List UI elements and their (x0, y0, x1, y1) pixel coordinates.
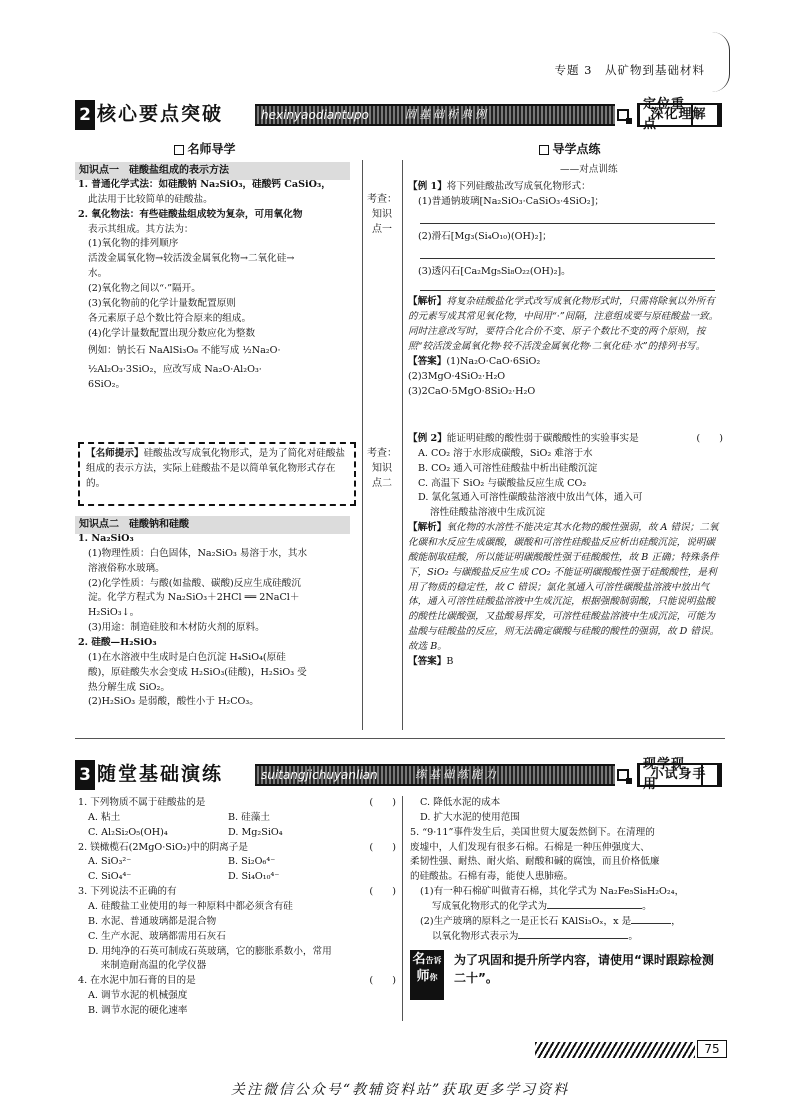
mid-label-line: 考查： (367, 448, 397, 459)
section-band-practice (75, 756, 725, 792)
answer-paren[interactable]: ( ) (369, 886, 396, 898)
ex2-option: 溶性硅酸盐溶液中生成沉淀 (430, 507, 546, 519)
tip-tag: 【名师提示】 (86, 448, 144, 459)
example-2 (408, 432, 723, 670)
blank-line[interactable] (631, 923, 671, 924)
kp1-line: ½Al₂O₃·3SiO₂，应改写成 Na₂O·Al₂O₃· (88, 364, 262, 376)
kp2-line: 热分解生成 SiO₂。 (88, 681, 170, 693)
question-text: 以氧化物形式表示为 (432, 930, 519, 942)
band-title: 核心要点突破 (97, 103, 224, 126)
question-text: 的硅酸盐。石棉有毒，能使人患肺癌。 (410, 871, 574, 883)
mid-label-line: 考查： (367, 194, 397, 205)
practice-left (78, 796, 396, 1019)
practice-right: C. 降低水泥的成本 D. 扩大水泥的使用范围 5. “9·11”事件发生后，美国世贸大厦轰然倒下。在清理的 废墟中，人们发现有很多石棉。石棉是一种压伸强度大、 柔韧性强、耐热、耐火焰、耐酸和碱的腐蚀，而且价格低廉 的硅酸盐。石棉有毒，能使人患肺癌。 (1)有一种石棉矿叫做青石棉，其化学式为 Na₂Fe₅Si₈H₂O₂₄， 写成氧化物形式的化学式为 。 (2)生产玻璃的原料之一是正长石 KAlSi₃Oₓ，x 是 ， 以氧化物形式表示为 。 (410, 796, 725, 945)
badge-char: 告诉 (425, 956, 442, 965)
question-text: 1. 下列物质不属于硅酸盐的是 (78, 797, 206, 808)
band-box-1: 定位重点 (637, 103, 693, 127)
ex2-answer: B (446, 655, 454, 667)
pin-icon (617, 769, 629, 781)
question-text: 5. “9·11”事件发生后，美国世贸大厦轰然倒下。在清理的 (410, 826, 655, 838)
divider-left (362, 160, 363, 730)
question-text: 4. 在水泥中加石膏的目的是 (78, 975, 196, 987)
kp1-line: 例如：钠长石 NaAlSi₃O₈ 不能写成 ½Na₂O· (88, 345, 281, 357)
option: B. 硅藻土 (228, 811, 270, 823)
band-slogan: 练基础练能力 (415, 768, 499, 781)
tip-text: 硅酸盐改写成氧化物形式，是为了简化对硅酸盐组成的表示方法，实际上硅酸盐不是以简单氧化物形式存在的。 (86, 448, 346, 489)
kp2-line: (2)H₂SiO₃ 是弱酸，酸性小于 H₂CO₃。 (88, 696, 259, 708)
section-rule (75, 738, 725, 739)
band-pinyin: suitangjichuyanlian (261, 768, 378, 782)
option: A. SiO₃²⁻ (88, 856, 132, 868)
example-1 (408, 180, 723, 399)
right-heading: 导学点练 (430, 140, 710, 159)
mid-label-line: 点一 (372, 224, 392, 235)
bottom-watermark-note: 关注微信公众号“教辅资料站”获取更多学习资料 (230, 1082, 570, 1098)
band-number: 3 (75, 760, 95, 790)
mid-label-2 (365, 446, 399, 491)
ex1-answer: (1)Na₂O·CaO·6SiO₂ (446, 355, 541, 367)
band-title: 随堂基础演练 (97, 763, 224, 786)
header-bracket (712, 32, 730, 92)
kp1-line: (2)氧化物之间以“·”隔开。 (88, 283, 201, 295)
ex2-analysis: 氧化物的水溶性不能决定其水化物的酸性强弱，故 A 错误；二氧化碳和水反应生成碳酸，碳酸和可溶性硅酸盐反应析出硅酸沉淀，说明碳酸能制取硅酸，所以能证明碳酸酸性强于硅酸酸性，故 B 正确；特殊条件下，SiO₂ 与碳酸盐反应生成 CO₂ 不能证明碳酸酸性强于硅酸酸性，是利用了物质的稳定性，故 C 错误；氯化氢通入可溶性碳酸盐溶液中放出气体，通入可溶性硅酸盐溶液中生成沉淀，根据强酸制弱酸，只能说明盐酸的酸性比碳酸强，又盐酸易挥发，可溶性硅酸盐溶液中生成沉淀，可能为盐酸与硅酸盐的反应，则无法确定碳酸与硅酸的酸性的强弱，故 D 错误。故选 B。 (408, 522, 720, 653)
page-number: 75 (697, 1040, 727, 1058)
ex1-tag: 【例 1】 (408, 181, 447, 192)
answer-paren[interactable]: ( ) (369, 841, 396, 853)
kp2-line: (1)物理性质：白色固体，Na₂SiO₃ 易溶于水，其水 (88, 547, 308, 559)
band-pinyin: hexinyaodiantupo (261, 108, 370, 122)
option: C. SiO₄⁴⁻ (88, 871, 132, 883)
answer-line (420, 245, 715, 259)
ex2-paren: ( ) (696, 433, 723, 444)
teacher-tip-box (78, 442, 356, 506)
option: C. Al₂Si₂O₅(OH)₄ (88, 826, 168, 838)
section-band-core (75, 96, 725, 132)
option: 来制造耐高温的化学仪器 (88, 960, 207, 972)
question-text: 柔韧性强、耐热、耐火焰、耐酸和碱的腐蚀，而且价格低廉 (410, 856, 660, 868)
kp1-line: (4)化学计量数配置出现分数应化为整数 (88, 327, 256, 339)
ex1-item: (1)普通钠玻璃[Na₂SiO₃·CaSiO₃·4SiO₂]； (418, 195, 604, 207)
ex1-analysis: 将复杂硅酸盐化学式改写成氧化物形式时，只需将除氧以外所有的元素写成其常见氧化物，中间用“·”间隔，注意组成要与原硅酸盐一致。同时注意改写时，要符合化合价不变、原子个数比不变的两个原则，按照“较活泼金属氧化物·较不活泼金属氧化物·二氧化硅·水”的排列书写。 (408, 296, 719, 353)
left-heading: 名师导学 (75, 140, 335, 159)
teacher-badge (410, 950, 444, 1000)
blank-line[interactable] (518, 938, 628, 939)
option: C. 生产水泥、玻璃都需用石灰石 (88, 930, 226, 942)
option: B. 调节水泥的硬化速率 (88, 1005, 188, 1017)
question-text: 废墟中，人们发现有很多石棉。石棉是一种压伸强度大、 (410, 841, 650, 853)
ex1-answer: (3)2CaO·5MgO·8SiO₂·H₂O (408, 385, 536, 397)
answer-line (420, 279, 715, 291)
option: A. 调节水泥的机械强度 (88, 990, 188, 1002)
option: A. 硅酸盐工业使用的每一种原料中都必须含有硅 (88, 901, 293, 913)
kp2-line: 酸)，原硅酸失水会变成 H₂SiO₃(硅酸)，H₂SiO₃ 受 (88, 666, 307, 678)
kp2-line: 溶液俗称水玻璃。 (88, 562, 165, 574)
kp2-line: (1)在水溶液中生成时是白色沉淀 H₄SiO₄(原硅 (88, 651, 286, 663)
kp1-line: 1. 普通化学式法：如硅酸钠 Na₂SiO₃，硅酸钙 CaSiO₃， (78, 179, 331, 190)
kp1-line: 表示其组成。其方法为： (88, 223, 194, 235)
teacher-note (410, 945, 720, 1005)
kp2-line: (3)用途：制造硅胶和木材防火剂的原料。 (88, 622, 265, 634)
ex2-question: 能证明硅酸的酸性弱于碳酸酸性的实验事实是 (446, 433, 639, 444)
mid-label-line: 知识 (372, 209, 392, 220)
kp1-line: 活泼金属氧化物→较活泼金属氧化物→二氧化硅→ (88, 253, 295, 265)
question-text: 2. 镁橄榄石(2MgO·SiO₂)中的阴离子是 (78, 841, 248, 853)
ex1-question: 将下列硅酸盐改写成氧化物形式： (446, 181, 591, 192)
knowledge-1-body (78, 178, 356, 393)
option: D. 扩大水泥的使用范围 (420, 811, 520, 823)
mid-label-line: 知识 (372, 463, 392, 474)
kp2-line: (2)化学性质：与酸(如盐酸、碳酸)反应生成硅酸沉 (88, 577, 301, 589)
right-subheading: ——对点训练 (560, 164, 618, 175)
option: A. 粘土 (88, 811, 121, 823)
kp1-line: 6SiO₂。 (88, 379, 126, 391)
mid-label-1 (365, 192, 399, 237)
practice-divider (402, 796, 403, 1021)
option: C. 降低水泥的成本 (420, 797, 501, 808)
badge-char: 名 (412, 952, 426, 967)
teacher-note-text: 为了巩固和提升所学内容，请使用“课时跟踪检测二十”。 (454, 953, 714, 985)
question-text: 3. 下列说法不正确的有 (78, 886, 177, 898)
question-text: (1)有一种石棉矿叫做青石棉，其化学式为 Na₂Fe₅Si₈H₂O₂₄， (420, 886, 685, 898)
knowledge-2-body (78, 532, 356, 710)
ex2-tag: 【例 2】 (408, 433, 447, 444)
chapter-header: 专题 3 从矿物到基础材料 (554, 63, 705, 77)
badge-char: 师 (416, 969, 430, 984)
option: B. Si₂O₆⁴⁻ (228, 856, 276, 868)
divider-right (402, 160, 403, 730)
option: D. 用纯净的石英可制成石英玻璃，它的膨胀系数小，常用 (88, 945, 332, 957)
ex2-answer-tag: 【答案】 (408, 655, 447, 667)
band-box-2: 深化理解 (638, 103, 722, 127)
question-text: (2)生产玻璃的原料之一是正长石 KAlSi₃Oₓ，x 是 (420, 915, 632, 927)
kp2-line: 1. Na₂SiO₃ (78, 533, 134, 544)
ex2-option: D. 氯化氢通入可溶性碳酸盐溶液中放出气体，通入可 (418, 492, 643, 504)
kp1-line: 2. 氧化物法：有些硅酸盐组成较为复杂，可用氧化物 (78, 208, 303, 220)
kp2-line: 淀。化学方程式为 Na₂SiO₃＋2HCl ══ 2NaCl＋ (88, 592, 300, 604)
kp1-line: (3)氧化物前的化学计量数配置原则 (88, 297, 236, 309)
badge-char: 你 (429, 973, 438, 982)
footer-stripe (535, 1042, 695, 1058)
kp1-line: 各元素原子总个数比符合原来的组成。 (88, 312, 252, 324)
ex2-option: C. 高温下 SiO₂ 与碳酸盐反应生成 CO₂ (418, 477, 587, 489)
band-number: 2 (75, 100, 95, 130)
kp1-line: 水。 (88, 268, 108, 280)
answer-paren[interactable]: ( ) (369, 975, 396, 987)
ex2-option: A. CO₂ 溶于水形成碳酸，SiO₂ 难溶于水 (418, 447, 593, 459)
blank-line[interactable] (547, 908, 642, 909)
kp1-line: (1)氧化物的排列顺序 (88, 238, 179, 250)
kp2-line: H₂SiO₃↓。 (88, 607, 140, 619)
ex2-option: B. CO₂ 通入可溶性硅酸盐中析出硅酸沉淀 (418, 462, 598, 474)
ex1-answer-tag: 【答案】 (408, 355, 447, 367)
option: D. Mg₂SiO₄ (228, 826, 283, 838)
kp1-line: 此法用于比较简单的硅酸盐。 (88, 193, 213, 205)
band-box-2: 小试身手 (638, 763, 722, 787)
band-box-1: 现学现用 (637, 763, 703, 787)
mid-label-line: 点二 (372, 478, 392, 489)
answer-line (420, 210, 715, 224)
ex1-analysis-tag: 【解析】 (408, 296, 447, 308)
question-text: 写成氧化物形式的化学式为 (432, 901, 548, 913)
ex2-analysis-tag: 【解析】 (408, 522, 447, 534)
band-slogan: 固基础析典例 (405, 108, 489, 121)
option: D. Si₄O₁₀⁴⁻ (228, 871, 280, 883)
knowledge-point-2: 知识点二 硅酸钠和硅酸 (75, 516, 350, 534)
option: B. 水泥、普通玻璃都是混合物 (88, 915, 217, 927)
ex1-item: (2)滑石[Mg₃(Si₄O₁₀)(OH)₂]； (418, 230, 552, 242)
answer-paren[interactable]: ( ) (369, 797, 396, 808)
ex1-item: (3)透闪石[Ca₂Mg₅Si₈O₂₂(OH)₂]。 (418, 265, 571, 277)
kp2-line: 2. 硅酸—H₂SiO₃ (78, 637, 157, 649)
pin-icon (617, 109, 629, 121)
knowledge-point-1: 知识点一 硅酸盐组成的表示方法 (75, 162, 350, 180)
ex1-answer: (2)3MgO·4SiO₂·H₂O (408, 370, 506, 382)
